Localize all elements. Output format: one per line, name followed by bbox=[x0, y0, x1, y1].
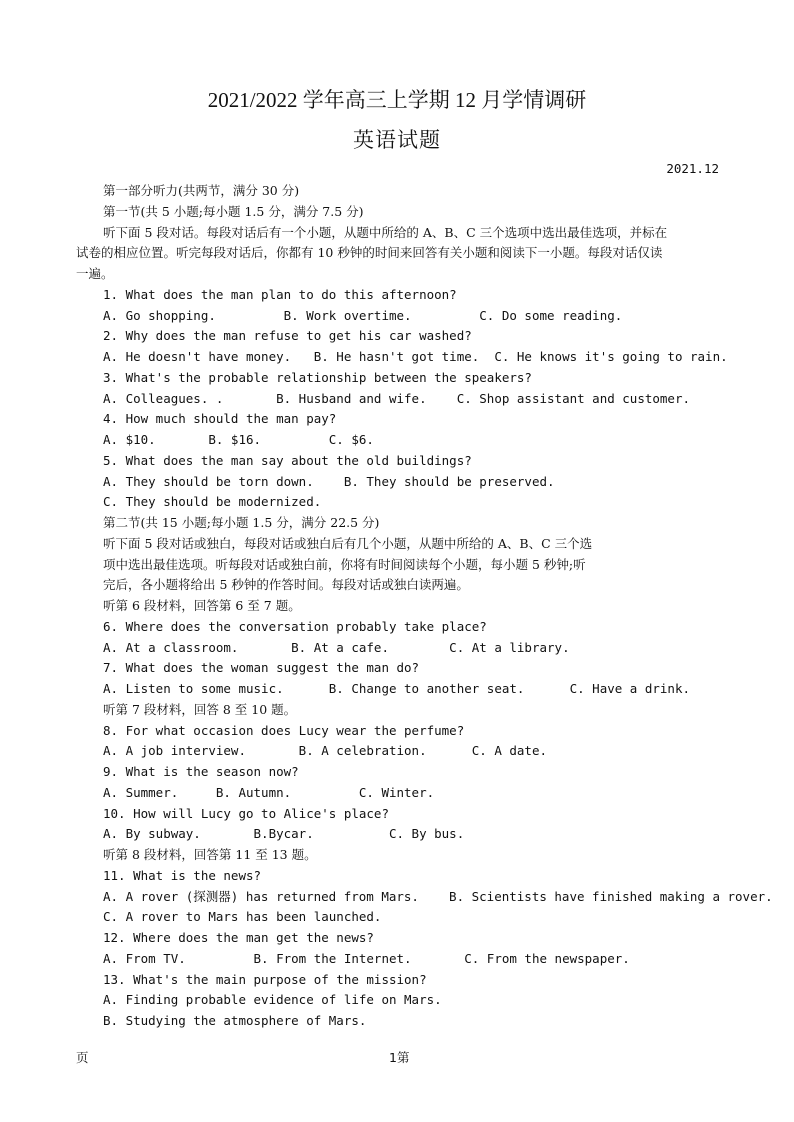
text-line: 5. What does the man say about the old buildings? bbox=[103, 452, 472, 468]
text-line: 2. Why does the man refuse to get his car washed? bbox=[103, 328, 472, 344]
text-line: B. Studying the atmosphere of Mars. bbox=[103, 1013, 367, 1028]
text-line: 听下面 5 段对话。每段对话后有一个小题，从题中所给的 A、B、C 三个选项中选出最佳选项，并标在 bbox=[103, 224, 668, 240]
text-line: A. At a classroom. B. At a cafe. C. At a library. bbox=[103, 639, 570, 655]
exam-date: 2021.12 bbox=[666, 161, 719, 176]
text-line: 10. How will Lucy go to Alice's place? bbox=[103, 805, 389, 821]
text-line: 3. What's the probable relationship between the speakers? bbox=[103, 369, 532, 385]
text-line: A. By subway. B.Bycar. C. By bus. bbox=[103, 826, 465, 842]
text-line: 4. How much should the man pay? bbox=[103, 411, 337, 427]
text-line: 12. Where does the man get the news? bbox=[103, 930, 374, 945]
text-line: 9. What is the season now? bbox=[103, 764, 299, 779]
footer-page-number: 1第 bbox=[389, 1050, 410, 1065]
exam-title: 2021/2022 学年高三上学期 12 月学情调研 bbox=[207, 88, 587, 112]
footer-page-label: 页 bbox=[76, 1050, 89, 1065]
text-line: 7. What does the woman suggest the man do? bbox=[103, 660, 420, 676]
text-line: 听第 8 段材料，回答第 11 至 13 题。 bbox=[103, 847, 317, 862]
text-line: A. Finding probable evidence of life on Mars. bbox=[103, 992, 442, 1008]
text-line: 一遍。 bbox=[76, 266, 114, 281]
text-line: 第二节(共 15 小题;每小题 1.5 分，满分 22.5 分) bbox=[103, 515, 380, 530]
text-line: 听第 6 段材料，回答第 6 至 7 题。 bbox=[103, 598, 301, 613]
exam-body bbox=[0, 181, 794, 1032]
text-line: 13. What's the main purpose of the mission? bbox=[103, 971, 427, 987]
text-line: A. A rover (探测器) has returned from Mars. B. Scientists have finished making a rover. bbox=[103, 888, 773, 904]
text-line: A. He doesn't have money. B. He hasn't got time. C. He knows it's going to rain. bbox=[103, 349, 728, 364]
text-line: 6. Where does the conversation probably take place? bbox=[103, 618, 487, 634]
text-line: A. From TV. B. From the Internet. C. From the newspaper. bbox=[103, 950, 630, 966]
text-line: C. A rover to Mars has been launched. bbox=[103, 909, 382, 925]
text-line: A. Colleagues. . B. Husband and wife. C. Shop assistant and customer. bbox=[103, 390, 690, 406]
text-line: A. $10. B. $16. C. $6. bbox=[103, 432, 374, 447]
text-line: C. They should be modernized. bbox=[103, 494, 322, 510]
exam-subtitle: 英语试题 bbox=[353, 128, 441, 152]
text-line: 11. What is the news? bbox=[103, 867, 262, 883]
text-line: 试卷的相应位置。听完每段对话后，你都有 10 秒钟的时间来回答有关小题和阅读下一小题。每段对话仅读 bbox=[76, 245, 663, 261]
text-line: 8. For what occasion does Lucy wear the perfume? bbox=[103, 722, 465, 738]
text-line: 1. What does the man plan to do this afternoon? bbox=[103, 286, 457, 302]
text-line: 听下面 5 段对话或独白，每段对话或独白后有几个小题，从题中所给的 A、B、C 三个选 bbox=[103, 535, 593, 551]
text-line: A. Listen to some music. B. Change to another seat. C. Have a drink. bbox=[103, 681, 690, 696]
text-line: 第一节(共 5 小题;每小题 1.5 分，满分 7.5 分) bbox=[103, 203, 364, 219]
text-line: 听第 7 段材料，回答 8 至 10 题。 bbox=[103, 701, 297, 717]
text-line: 项中选出最佳选项。听每段对话或独白前，你将有时间阅读每个小题，每小题 5 秒钟;听 bbox=[103, 556, 586, 572]
text-line: A. Summer. B. Autumn. C. Winter. bbox=[103, 784, 435, 800]
text-line: A. A job interview. B. A celebration. C. A date. bbox=[103, 743, 548, 759]
text-line: A. They should be torn down. B. They should be preserved. bbox=[103, 473, 555, 489]
text-line: 第一部分听力(共两节，满分 30 分) bbox=[103, 183, 300, 198]
text-line: 完后，各小题将给出 5 秒钟的作答时间。每段对话或独白读两遍。 bbox=[103, 577, 469, 593]
text-line: A. Go shopping. B. Work overtime. C. Do some reading. bbox=[103, 307, 623, 323]
